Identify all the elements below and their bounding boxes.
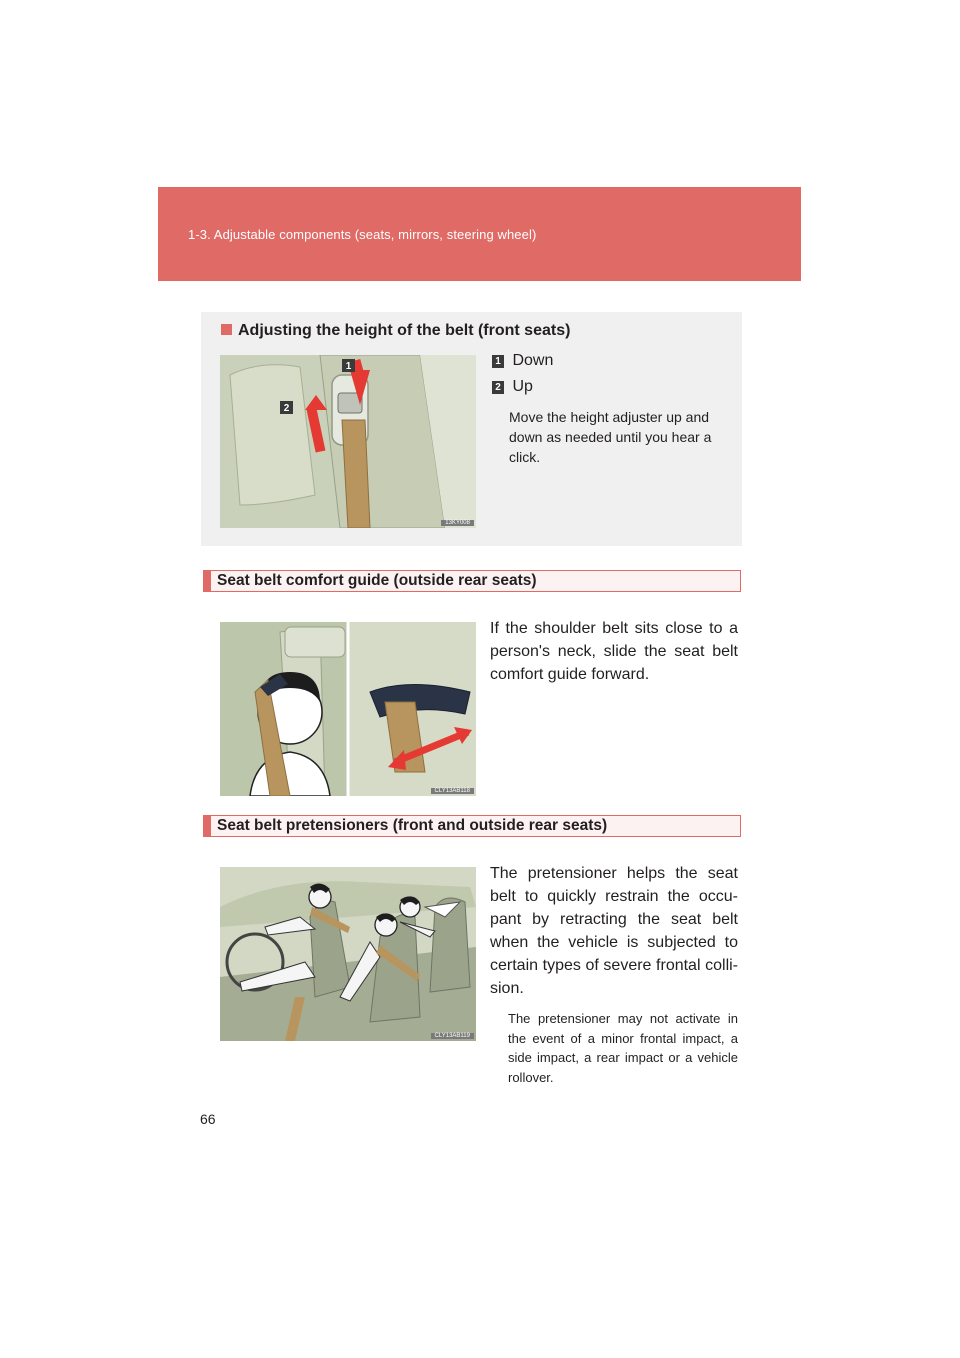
belt-height-figure xyxy=(220,355,476,528)
step-number-badge: 2 xyxy=(492,381,504,394)
adjust-height-note: Move the height adjuster up and down as needed until you hear a click. xyxy=(509,409,712,465)
svg-text:1: 1 xyxy=(345,361,352,372)
section-title: Seat belt pretensioners (front and outside rear seats) xyxy=(217,817,608,834)
adjust-height-heading: Adjusting the height of the belt (front seats) xyxy=(221,322,570,340)
pretensioners-heading xyxy=(203,815,741,837)
figure-code: CLY13AB118 xyxy=(431,788,474,794)
chapter-header xyxy=(158,187,801,281)
step-label: Up xyxy=(512,378,533,395)
comfort-guide-text: If the shoulder belt sits close to a person's neck, slide the seat belt comfort guide forward. xyxy=(490,620,738,683)
square-bullet-icon xyxy=(221,324,232,335)
step-down xyxy=(492,352,553,370)
page-number: 66 xyxy=(200,1111,216,1127)
figure-code: CLY13AB119 xyxy=(431,1033,474,1039)
adjust-height-panel xyxy=(201,312,742,546)
chapter-title: 1-3. Adjustable components (seats, mirrors, steering wheel) xyxy=(188,227,537,242)
step-label: Down xyxy=(512,352,554,369)
pretensioner-text: The pretensioner helps the seat belt to quickly restrain the occu-pant by retracting the seat belt when the vehicle is subjected to certain types of severe frontal colli-sion. xyxy=(490,865,738,997)
pretensioner-note: The pretensioner may not activate in the event of a minor frontal impact, a side impact, a rear impact or a vehicle rollover. xyxy=(508,1011,738,1085)
section-title: Seat belt comfort guide (outside rear seats) xyxy=(217,572,537,589)
figure-code: 13KY008 xyxy=(441,520,474,526)
comfort-guide-figure xyxy=(220,622,476,796)
svg-text:2: 2 xyxy=(283,403,290,414)
step-up xyxy=(492,378,533,396)
pretensioner-figure xyxy=(220,867,476,1041)
comfort-guide-heading xyxy=(203,570,741,592)
step-number-badge: 1 xyxy=(492,355,504,368)
